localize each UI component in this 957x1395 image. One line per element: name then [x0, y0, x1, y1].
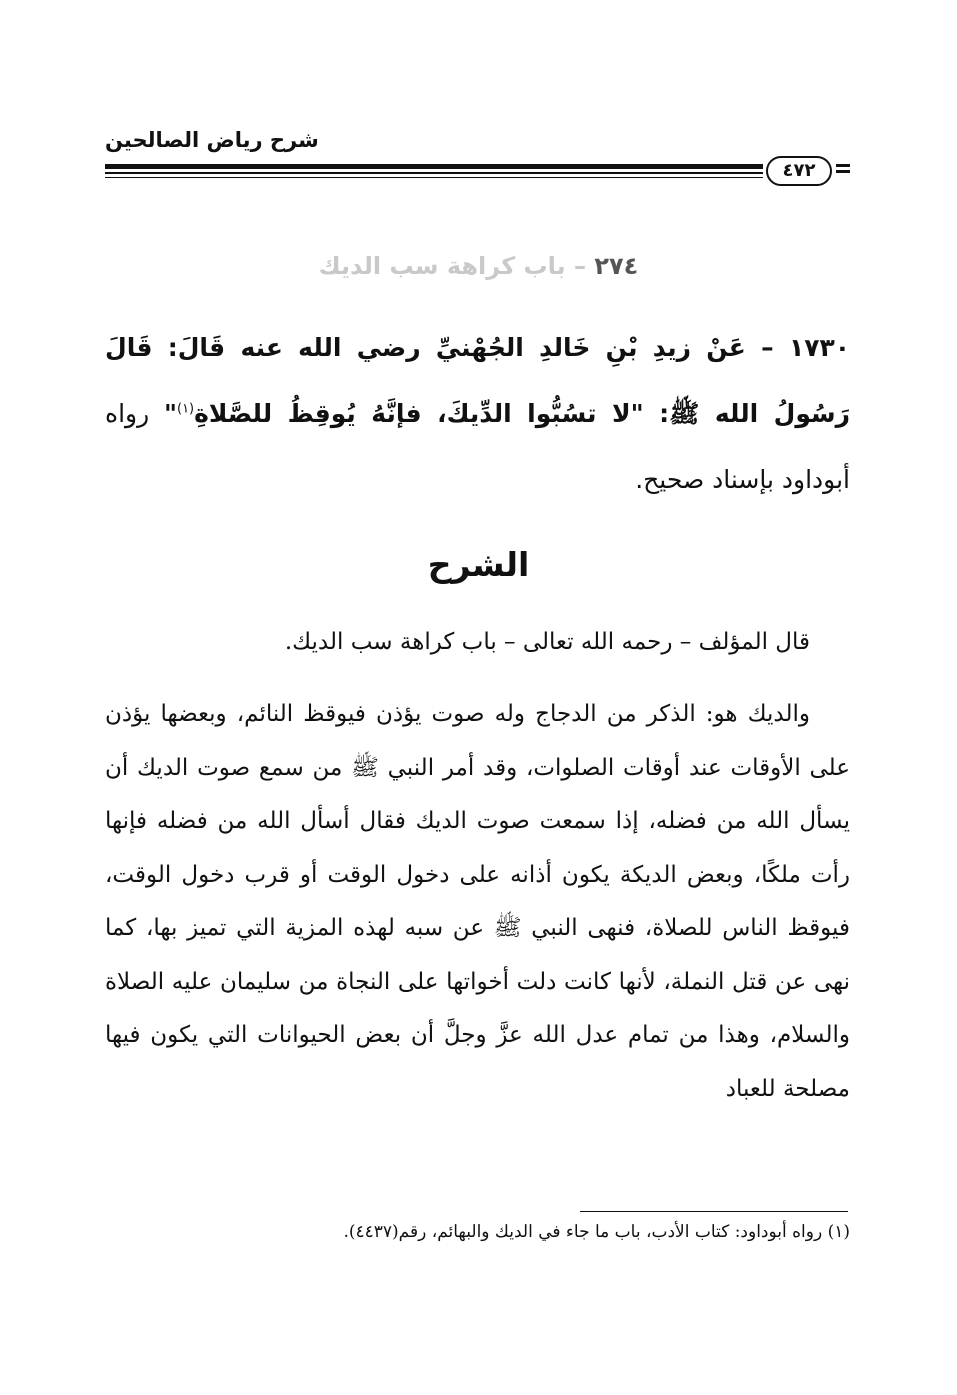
- hadith-text: [105, 315, 850, 513]
- commentary: [105, 618, 850, 1116]
- chapter-number: ٢٧٤: [594, 252, 639, 280]
- footnote-rule: [580, 1211, 848, 1212]
- header-rule-thin: [105, 172, 763, 174]
- commentary-paragraph-2: والديك هو: الذكر من الدجاج وله صوت يؤذن فيوقظ النائم، وبعضها يؤذن على الأوقات عند أوقات الصلوات، وقد أمر النبي ﷺ من سمع صوت الديك أن يسأل الله من فضله، إذا سمعت صوت الديك فقال أسأل الله من فضله فإنها رأت ملكًا، وبعض الديكة يكون أذانه على دخول الوقت أو قرب دخول الوقت، فيوقظ الناس للصلاة، فنهى النبي ﷺ عن سبه لهذه المزية التي تميز بها، كما نهى عن قتل النملة، لأنها كانت دلت أخواتها على النجاة من سليمان عليه الصلاة والسلام، وهذا من تمام عدل الله عزَّ وجلَّ أن بعض الحيوانات التي يكون فيها مصلحة للعباد: [105, 701, 850, 1102]
- page-number: ٤٧٢: [766, 156, 832, 186]
- header-rule-hairline: [105, 177, 763, 178]
- hadith-number: ١٧٣٠: [788, 333, 850, 362]
- running-title: شرح رياض الصالحين: [105, 128, 319, 152]
- chapter-title: باب كراهة سب الديك: [318, 252, 566, 280]
- header-rule: [105, 164, 763, 169]
- hadith-body: – عَنْ زيدِ بْنِ خَالدِ الجُهْنيِّ رضي الله عنه قَالَ: قَالَ رَسُولُ الله ﷺ: "لا تسُبُّوا الدِّيكَ، فإنَّهُ يُوقِظُ للصَّلاةِ: [105, 333, 850, 428]
- chapter-heading: ٢٧٤ – باب كراهة سب الديك: [318, 252, 639, 280]
- section-heading: الشرح: [427, 545, 530, 584]
- footnote: (١) رواه أبوداود: كتاب الأدب، باب ما جاء في الديك والبهائم، رقم(٤٤٣٧).: [343, 1222, 850, 1242]
- footnote-marker: (١): [176, 401, 195, 417]
- header-ornament-icon: [836, 164, 850, 176]
- hadith-source: رواه أبوداود بإسناد صحيح.: [105, 399, 850, 494]
- hadith-closing-quote: ": [163, 399, 177, 428]
- commentary-paragraph-1: قال المؤلف – رحمه الله تعالى – باب كراهة سب الديك.: [284, 629, 810, 655]
